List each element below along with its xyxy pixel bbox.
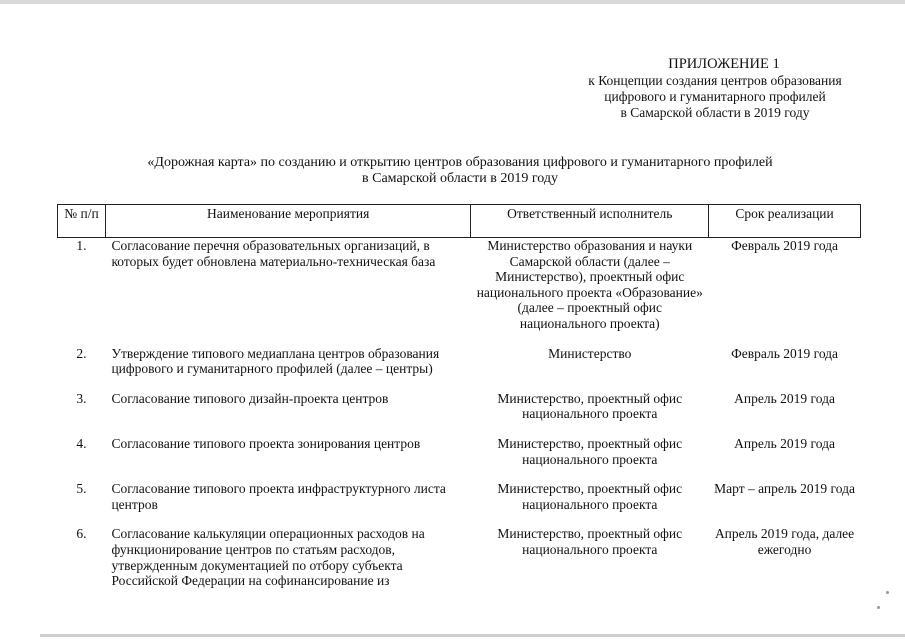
document-title-line: «Дорожная карта» по созданию и открытию центров образования цифрового и гуманитарного профилей [147, 155, 773, 170]
appendix-line: цифрового и гуманитарного профилей [604, 89, 826, 104]
header-event-name: Наименование мероприятия [105, 205, 470, 238]
row-event-name: Согласование типового дизайн-проекта центров [111, 390, 389, 406]
row-term: Март – апрель 2019 года [714, 481, 855, 497]
roadmap-table [57, 204, 861, 603]
table-row [58, 526, 861, 602]
row-event-name: Согласование типового проекта зонирования центров [111, 435, 421, 451]
row-event-name: Согласование типового проекта инфраструктурного листа центров [111, 481, 446, 512]
row-event-name: Согласование калькуляции операционных расходов на функционирование центров по статьям расходов, утвержденным документацией по отбору субъекта Российской Федерации на софинансирование из [111, 526, 425, 589]
row-term: Апрель 2019 года, далее ежегодно [714, 526, 855, 557]
appendix-line: в Самарской области в 2019 году [620, 105, 810, 120]
appendix-note [540, 56, 890, 121]
scan-speck [886, 591, 889, 594]
row-event-name: Согласование перечня образовательных организаций, в которых будет обновлена материально-техническая база [111, 238, 436, 269]
row-term: Апрель 2019 года [734, 435, 835, 451]
table-row [58, 238, 861, 346]
header-responsible: Ответственный исполнитель [471, 205, 709, 238]
row-term: Апрель 2019 года [734, 390, 835, 406]
row-number: 3. [76, 390, 87, 406]
row-number: 5. [76, 481, 87, 497]
row-responsible: Министерство, проектный офис национального проекта [497, 481, 683, 512]
table-row [58, 436, 861, 481]
appendix-line: к Концепции создания центров образования [588, 73, 842, 88]
row-responsible: Министерство, проектный офис национального проекта [497, 435, 683, 467]
table-header-row [58, 205, 861, 238]
header-number: № п/п [58, 205, 106, 238]
row-term: Февраль 2019 года [731, 345, 839, 361]
table-row [58, 391, 861, 436]
row-number: 4. [76, 435, 87, 451]
row-term: Февраль 2019 года [731, 238, 839, 253]
row-number: 2. [76, 345, 87, 361]
row-responsible: Министерство, проектный офис национального проекта [497, 526, 683, 557]
row-responsible: Министерство [548, 345, 632, 361]
scan-speck [877, 606, 880, 609]
table-row [58, 346, 861, 391]
document-title-line: в Самарской области в 2019 году [362, 171, 558, 186]
scan-edge-top [0, 0, 905, 4]
table-row [58, 481, 861, 526]
row-responsible: Министерство образования и науки Самарской области (далее – Министерство), проектный офис национального проекта «Образование» (далее – проектный офис национального проекта) [476, 238, 703, 331]
appendix-heading: ПРИЛОЖЕНИЕ 1 [668, 56, 780, 72]
row-responsible: Министерство, проектный офис национального проекта [497, 390, 683, 422]
row-event-name: Утверждение типового медиаплана центров образования цифрового и гуманитарного профилей (далее – центры) [111, 345, 440, 377]
row-number: 6. [76, 526, 87, 542]
header-term: Срок реализации [709, 205, 861, 238]
scan-edge-bottom [40, 634, 905, 637]
row-number: 1. [76, 238, 87, 253]
document-title [100, 155, 820, 187]
